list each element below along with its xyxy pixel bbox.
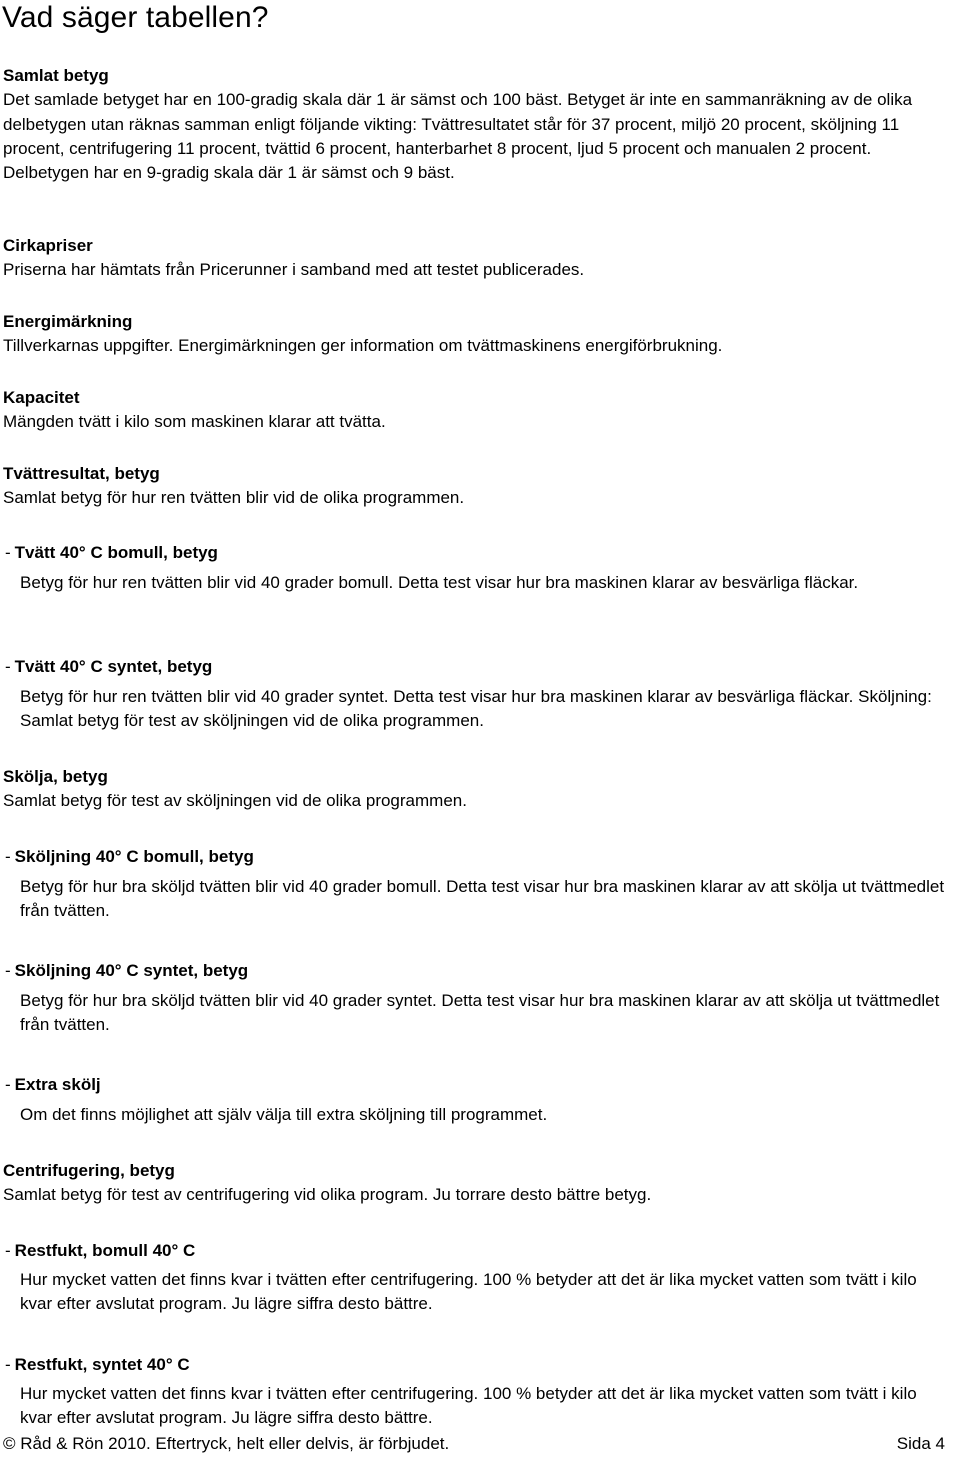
subsection-text: Om det finns möjlighet att själv välja till extra sköljning till programmet. (20, 1105, 548, 1124)
section-heading: Samlat betyg (3, 66, 109, 85)
subsection-heading: Extra skölj (14, 1075, 101, 1094)
list-dash: - (5, 847, 11, 866)
subsection-heading-restfukt-bomull (5, 1239, 195, 1263)
subsection-heading-tvatt-bomull (5, 541, 218, 565)
subsection-heading: Sköljning 40° C bomull, betyg (14, 847, 254, 866)
section-text: Samlat betyg för test av sköljningen vid de olika programmen. (3, 791, 467, 811)
subsection-text-skoljning-syntet (20, 989, 952, 1038)
subsection-text-restfukt-syntet (20, 1382, 952, 1431)
subsection-text: Betyg för hur ren tvätten blir vid 40 grader syntet. Detta test visar hur bra maskinen klarar av besvärliga fläckar. Sköljning: Samlat betyg för test av sköljningen vid de olika programmen. (20, 687, 932, 731)
section-text: Det samlade betyget har en 100-gradig skala där 1 är sämst och 100 bäst. Betyget är inte en sammanräkning av de olika delbetygen utan räknas samman enligt följande vikting: Tvättresultatet står för 37 procent, miljö 20 procent, sköljning 11 procent, centrifugering 11 procent, tvättid 6 procent, hanterbarhet 8 procent, ljud 5 procent och manualen 2 procent. Delbetygen har en 9-gradig skala där 1 är sämst och 9 bäst. (3, 90, 913, 183)
subsection-text: Hur mycket vatten det finns kvar i tvätten efter centrifugering. 100 % betyder att det är lika mycket vatten som tvätt i kilo kvar efter avslutat program. Ju lägre siffra desto bättre. (20, 1270, 917, 1314)
list-dash: - (5, 543, 11, 562)
section-tvattresultat (3, 462, 953, 511)
subsection-text: Betyg för hur bra sköljd tvätten blir vid 40 grader bomull. Detta test visar hur bra maskinen klarar av att skölja ut tvättmedlet från tvätten. (20, 877, 945, 921)
section-text: Priserna har hämtats från Pricerunner i samband med att testet publicerades. (3, 260, 585, 280)
subsection-heading: Sköljning 40° C syntet, betyg (14, 961, 249, 980)
subsection-text-restfukt-bomull (20, 1268, 952, 1317)
subsection-text: Betyg för hur ren tvätten blir vid 40 grader bomull. Detta test visar hur bra maskinen klarar av besvärliga fläckar. (20, 573, 859, 592)
section-kapacitet (3, 386, 953, 435)
list-dash: - (5, 1355, 11, 1374)
section-cirkapriser (3, 234, 953, 283)
list-dash: - (5, 1241, 11, 1260)
page-number: Sida 4 (896, 1434, 945, 1453)
section-heading: Kapacitet (3, 388, 80, 407)
section-energimarkning (3, 310, 953, 359)
section-heading: Cirkapriser (3, 236, 93, 255)
subsection-heading: Tvätt 40° C syntet, betyg (14, 657, 213, 676)
section-heading: Skölja, betyg (3, 767, 108, 786)
subsection-heading: Tvätt 40° C bomull, betyg (14, 543, 218, 562)
section-heading: Centrifugering, betyg (3, 1161, 175, 1180)
subsection-heading: Restfukt, syntet 40° C (14, 1355, 190, 1374)
subsection-text: Hur mycket vatten det finns kvar i tvätten efter centrifugering. 100 % betyder att det är lika mycket vatten som tvätt i kilo kvar efter avslutat program. Ju lägre siffra desto bättre. (20, 1384, 917, 1428)
section-skolja (3, 765, 953, 814)
subsection-text-tvatt-syntet (20, 685, 952, 734)
section-heading: Energimärkning (3, 312, 133, 331)
section-text: Tillverkarnas uppgifter. Energimärkningen ger information om tvättmaskinens energiförbrukning. (3, 336, 723, 356)
copyright-notice: © Råd & Rön 2010. Eftertryck, helt eller delvis, är förbjudet. (3, 1434, 450, 1453)
page-title: Vad säger tabellen? (2, 1, 269, 34)
section-centrifugering (3, 1159, 953, 1208)
section-heading: Tvättresultat, betyg (3, 464, 160, 483)
list-dash: - (5, 961, 11, 980)
subsection-heading-restfukt-syntet (5, 1353, 190, 1377)
subsection-heading-skoljning-bomull (5, 845, 254, 869)
section-text: Samlat betyg för hur ren tvätten blir vid de olika programmen. (3, 488, 465, 508)
section-samlat-betyg (3, 64, 953, 185)
subsection-text-extra-skolj (20, 1103, 952, 1127)
subsection-text-skoljning-bomull (20, 875, 952, 924)
subsection-heading-extra-skolj (5, 1073, 101, 1097)
subsection-text-tvatt-bomull (20, 571, 952, 595)
subsection-heading: Restfukt, bomull 40° C (14, 1241, 196, 1260)
list-dash: - (5, 657, 11, 676)
list-dash: - (5, 1075, 11, 1094)
section-text: Mängden tvätt i kilo som maskinen klarar att tvätta. (3, 412, 386, 432)
subsection-heading-skoljning-syntet (5, 959, 248, 983)
subsection-text: Betyg för hur bra sköljd tvätten blir vid 40 grader syntet. Detta test visar hur bra maskinen klarar av att skölja ut tvättmedlet från tvätten. (20, 991, 940, 1035)
section-text: Samlat betyg för test av centrifugering vid olika program. Ju torrare desto bättre betyg. (3, 1185, 652, 1205)
subsection-heading-tvatt-syntet (5, 655, 212, 679)
